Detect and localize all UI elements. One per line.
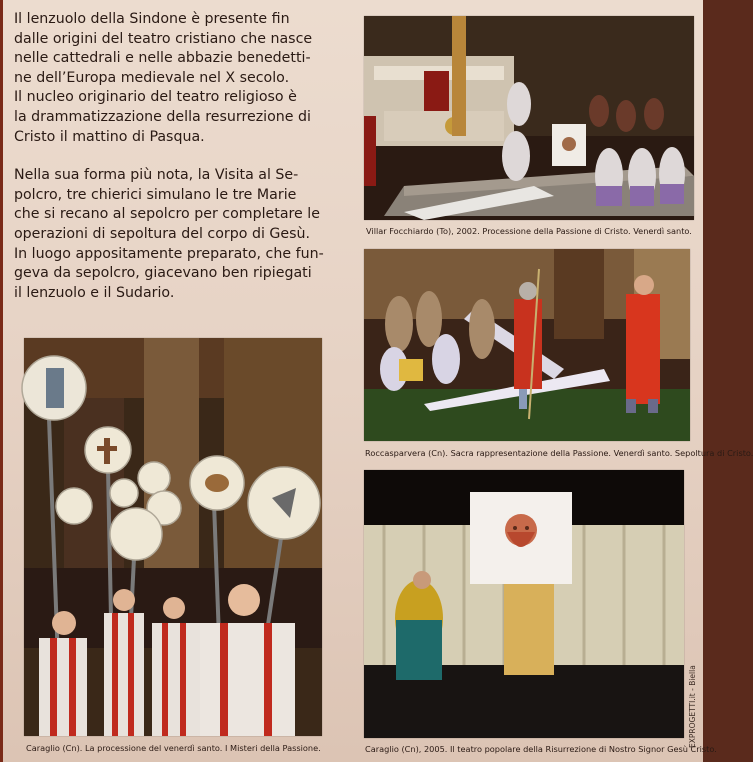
- caption-roccasparvera: Roccasparvera (Cn). Sacra rappresentazione della Passione. Venerdì santo. Sepoltura di Cristo.: [365, 448, 753, 458]
- photo-villar-focchiardo: [364, 16, 694, 220]
- intro-paragraph-1: Il lenzuolo della Sindone è presente fin dalle origini del teatro cristiano che nasce nelle cattedrali e nelle abbazie benedetti- ne dell’Europa medievale nel X secolo. Il nucleo originario del teatro religioso è la drammatizzazione della resurrezione di Cristo il mattino di Pasqua.: [14, 11, 313, 145]
- caption-caraglio-procession: Caraglio (Cn). La processione del venerdì santo. I Misteri della Passione.: [26, 743, 321, 753]
- caption-caraglio-theatre: Caraglio (Cn), 2005. Il teatro popolare della Risurrezione di Nostro Signor Gesù Cristo.: [365, 744, 717, 754]
- photo-caraglio-theatre: [364, 470, 684, 738]
- intro-text: [14, 10, 332, 303]
- intro-paragraph-2: Nella sua forma più nota, la Visita al Se- polcro, tre chierici simulano le tre Marie che si recano al sepolcro per completare le operazioni di sepoltura del corpo di Gesù. In luogo appositamente preparato, che fun- geva da sepolcro, giacevano ben ripiegati il lenzuolo e il Sudario.: [14, 167, 324, 301]
- photo-roccasparvera: [364, 249, 690, 441]
- caption-villar-focchiardo: Villar Focchiardo (To), 2002. Processione della Passione di Cristo. Venerdì santo.: [366, 226, 692, 236]
- credit-text: EXPROGETTI.it - Biella: [688, 665, 697, 748]
- photo-caraglio-procession: [24, 338, 322, 736]
- panel-edge: [0, 0, 3, 762]
